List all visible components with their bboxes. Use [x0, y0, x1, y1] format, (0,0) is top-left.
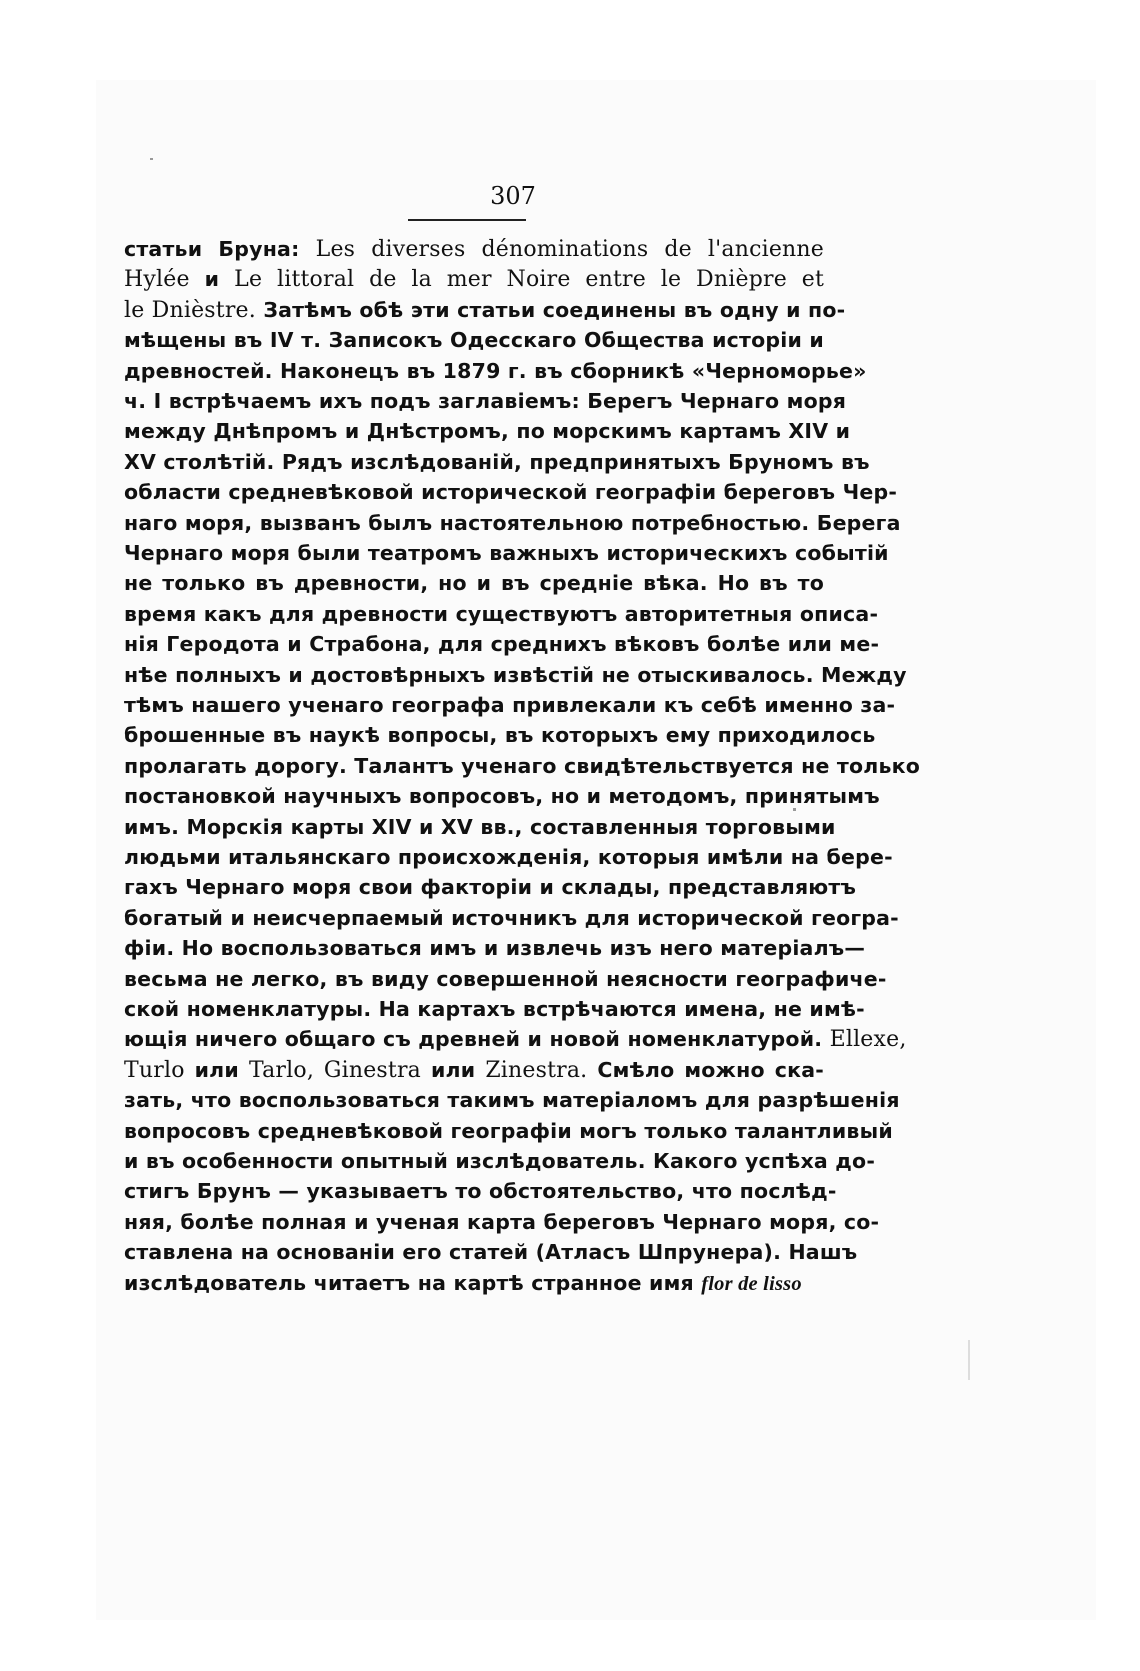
- russian-text: людьми итальянскаго происхожденія, которыя имѣли на бере-: [124, 845, 893, 869]
- russian-text: или: [184, 1057, 249, 1082]
- text-line: [124, 811, 836, 843]
- text-line: [124, 932, 866, 964]
- text-line: [124, 355, 867, 387]
- russian-text: ской номенклатуры. На картахъ встрѣчаются имена, не имѣ-: [124, 997, 865, 1021]
- text-line: [124, 294, 846, 327]
- russian-text: не только въ древности, но и въ средніе вѣка. Но въ то: [124, 571, 824, 596]
- text-line: [124, 1206, 880, 1238]
- russian-text: ставлена на основаніи его статей (Атласъ Шпрунера). Нашъ: [124, 1240, 858, 1265]
- text-line: [124, 689, 896, 721]
- russian-text: тѣмъ нашего ученаго географа привлекали къ себѣ именно за-: [124, 693, 896, 717]
- russian-text: между Днѣпромъ и Днѣстромъ, по морскимъ картамъ XIV и: [124, 419, 851, 444]
- russian-text: или: [421, 1057, 486, 1082]
- text-line: [124, 1175, 837, 1207]
- text-line: [124, 1084, 900, 1116]
- russian-text: брошенные въ наукѣ вопросы, въ которыхъ ему приходилось: [124, 723, 876, 748]
- latin-text: Les diverses dénominations de l'ancienne: [315, 237, 824, 262]
- russian-text: время какъ для древности существуютъ авторитетныя описа-: [124, 601, 879, 626]
- russian-text: вопросовъ средневѣковой географіи могъ только талантливый: [124, 1118, 893, 1143]
- russian-text: XV столѣтій. Рядъ изслѣдованій, предпринятыхъ Бруномъ въ: [124, 449, 870, 474]
- scan-speck: [793, 808, 796, 811]
- russian-text: ющія ничего общаго съ древней и новой номенклатурой.: [124, 1027, 830, 1052]
- latin-text: Le littoral de la mer Noire entre le Dnièpre et: [234, 267, 824, 293]
- text-line: [124, 871, 857, 903]
- text-line: [124, 963, 887, 995]
- text-line: [124, 1236, 858, 1268]
- russian-text: нѣе полныхъ и достовѣрныхъ извѣстій не отыскивалось. Между: [124, 662, 907, 687]
- text-line: [124, 415, 851, 447]
- text-line: [124, 659, 907, 691]
- russian-text: богатый и неисчерпаемый источникъ для исторической геогра-: [124, 905, 899, 930]
- latin-text: Turlo: [124, 1057, 185, 1083]
- text-line: [124, 1023, 907, 1056]
- text-line: [124, 628, 880, 660]
- latin-text: Zinestra.: [485, 1057, 588, 1083]
- page-number: 307: [490, 182, 536, 210]
- russian-text: имъ. Морскія карты XIV и XV вв., составленныя торговыми: [124, 814, 836, 839]
- russian-text: и: [189, 267, 235, 292]
- text-line: [124, 1267, 824, 1300]
- scan-speck: [968, 1340, 970, 1380]
- russian-text: пролагать дорогу. Талантъ ученаго свидѣтельствуется не только: [124, 753, 921, 778]
- russian-text: нія Геродота и Страбона, для среднихъ вѣковъ болѣе или ме-: [124, 632, 880, 657]
- text-line: [124, 719, 876, 751]
- russian-text: постановкой научныхъ вопросовъ, но и методомъ, принятымъ: [124, 784, 880, 809]
- text-line: [124, 598, 879, 630]
- russian-text: древностей. Наконецъ въ 1879 г. въ сборникѣ «Черноморье»: [124, 358, 867, 383]
- russian-text: ч. I встрѣчаемъ ихъ подъ заглавіемъ: Берегъ Чернаго моря: [124, 389, 847, 413]
- scan-speck: [150, 158, 153, 160]
- text-line: [124, 537, 889, 569]
- russian-text: стигъ Брунъ — указываетъ то обстоятельство, что послѣд-: [124, 1179, 837, 1204]
- text-line: [124, 780, 880, 812]
- text-line: [124, 902, 899, 934]
- text-line: [124, 1145, 876, 1177]
- russian-text: весьма не легко, въ виду совершенной неясности географиче-: [124, 966, 887, 991]
- text-line: [124, 567, 824, 599]
- russian-text: мѣщены въ IV т. Записокъ Одесскаго Общества исторіи и: [124, 328, 824, 353]
- russian-text: изслѣдователь читаетъ на картѣ странное имя: [124, 1270, 702, 1295]
- text-line: [124, 233, 824, 266]
- russian-text: наго моря, вызванъ былъ настоятельною потребностью. Берега: [124, 510, 901, 535]
- russian-text: Затѣмъ обѣ эти статьи соединены въ одну и по-: [255, 297, 846, 322]
- text-line: [124, 1115, 893, 1147]
- text-line: [124, 507, 901, 539]
- text-line: [124, 841, 893, 873]
- russian-text: области средневѣковой исторической географіи береговъ Чер-: [124, 480, 898, 505]
- russian-text: няя, болѣе полная и ученая карта береговъ Чернаго моря, со-: [124, 1209, 880, 1234]
- text-line: [124, 446, 870, 478]
- text-line: [124, 385, 847, 417]
- russian-text: зать, что воспользоваться такимъ матеріаломъ для разрѣшенія: [124, 1088, 900, 1113]
- latin-text: Tarlo, Ginestra: [248, 1057, 422, 1083]
- text-line: [124, 750, 921, 782]
- russian-text: и въ особенности опытный изслѣдователь. Какого успѣха до-: [124, 1149, 876, 1173]
- latin-text: Ellexe,: [829, 1027, 907, 1053]
- russian-text: статьи Бруна:: [124, 237, 316, 261]
- russian-text: Чернаго моря были театромъ важныхъ историческихъ событій: [124, 541, 889, 565]
- text-line: [124, 1054, 824, 1087]
- text-line: [124, 324, 824, 356]
- latin-text: le Dnièstre.: [124, 297, 256, 323]
- text-line: [124, 476, 898, 508]
- page-number-rule: [408, 219, 526, 221]
- italic-text: flor de lisso: [701, 1272, 802, 1295]
- latin-text: Hylée: [124, 267, 190, 293]
- russian-text: фіи. Но воспользоваться имъ и извлечь изъ него матеріалъ—: [124, 936, 866, 961]
- russian-text: гахъ Чернаго моря свои факторіи и склады, представляютъ: [124, 875, 857, 900]
- russian-text: Смѣло можно ска-: [587, 1057, 824, 1082]
- text-line: [124, 263, 824, 296]
- text-line: [124, 993, 865, 1025]
